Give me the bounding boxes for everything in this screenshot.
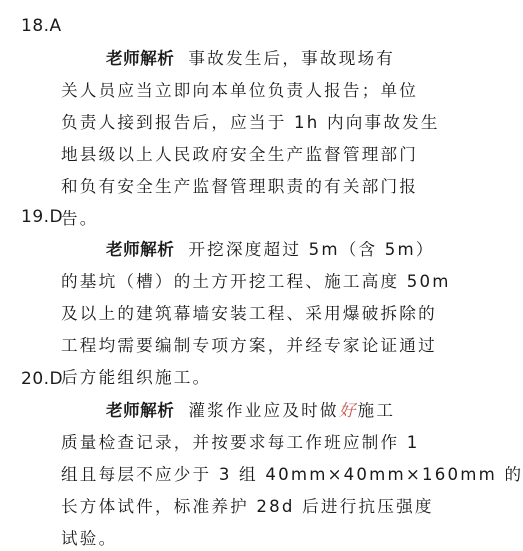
handwritten-mark: 好 bbox=[338, 401, 358, 420]
explanation-line: 和负有安全生产监督管理职责的有关部门报 bbox=[61, 177, 419, 196]
explanation-text: 开挖深度超过 5m（含 5m） bbox=[188, 240, 435, 259]
explanation-line: 的基坑（槽）的土方开挖工程、施工高度 50m bbox=[61, 272, 451, 291]
question-number: 19.D bbox=[21, 207, 64, 227]
explanation-line: 关人员应当立即向本单位负责人报告；单位 bbox=[61, 81, 419, 100]
explanation-text: 事故发生后，事故现场有 bbox=[188, 49, 396, 68]
explanation-line: 工程均需要编制专项方案，并经专家论证通过 bbox=[61, 336, 437, 355]
teacher-analysis-label: 老师解析 bbox=[106, 401, 175, 420]
explanation-line: 负责人接到报告后，应当于 1h 内向事故发生 bbox=[61, 113, 440, 132]
question-number: 20.D bbox=[21, 369, 64, 389]
explanation-line: 试验。 bbox=[61, 529, 118, 548]
explanation-line: 告。 bbox=[61, 209, 99, 228]
explanation-first-line bbox=[106, 47, 395, 71]
teacher-analysis-label: 老师解析 bbox=[106, 49, 175, 68]
explanation-line: 及以上的建筑幕墙安装工程、采用爆破拆除的 bbox=[61, 304, 437, 323]
explanation-first-line bbox=[106, 238, 435, 262]
explanation-line: 组且每层不应少于 3 组 40mm×40mm×160mm 的 bbox=[61, 465, 523, 484]
explanation-line: 后方能组织施工。 bbox=[61, 368, 212, 387]
explanation-line: 长方体试件，标准养护 28d 后进行抗压强度 bbox=[61, 497, 434, 516]
explanation-line: 质量检查记录，并按要求每工作班应制作 1 bbox=[61, 433, 420, 452]
teacher-analysis-label: 老师解析 bbox=[106, 240, 175, 259]
question-number: 18.A bbox=[21, 16, 62, 36]
explanation-first-line bbox=[106, 399, 395, 423]
explanation-text: 灌浆作业应及时做 bbox=[188, 401, 339, 420]
explanation-line: 地县级以上人民政府安全生产监督管理部门 bbox=[61, 145, 419, 164]
explanation-text: 施工 bbox=[357, 401, 396, 420]
